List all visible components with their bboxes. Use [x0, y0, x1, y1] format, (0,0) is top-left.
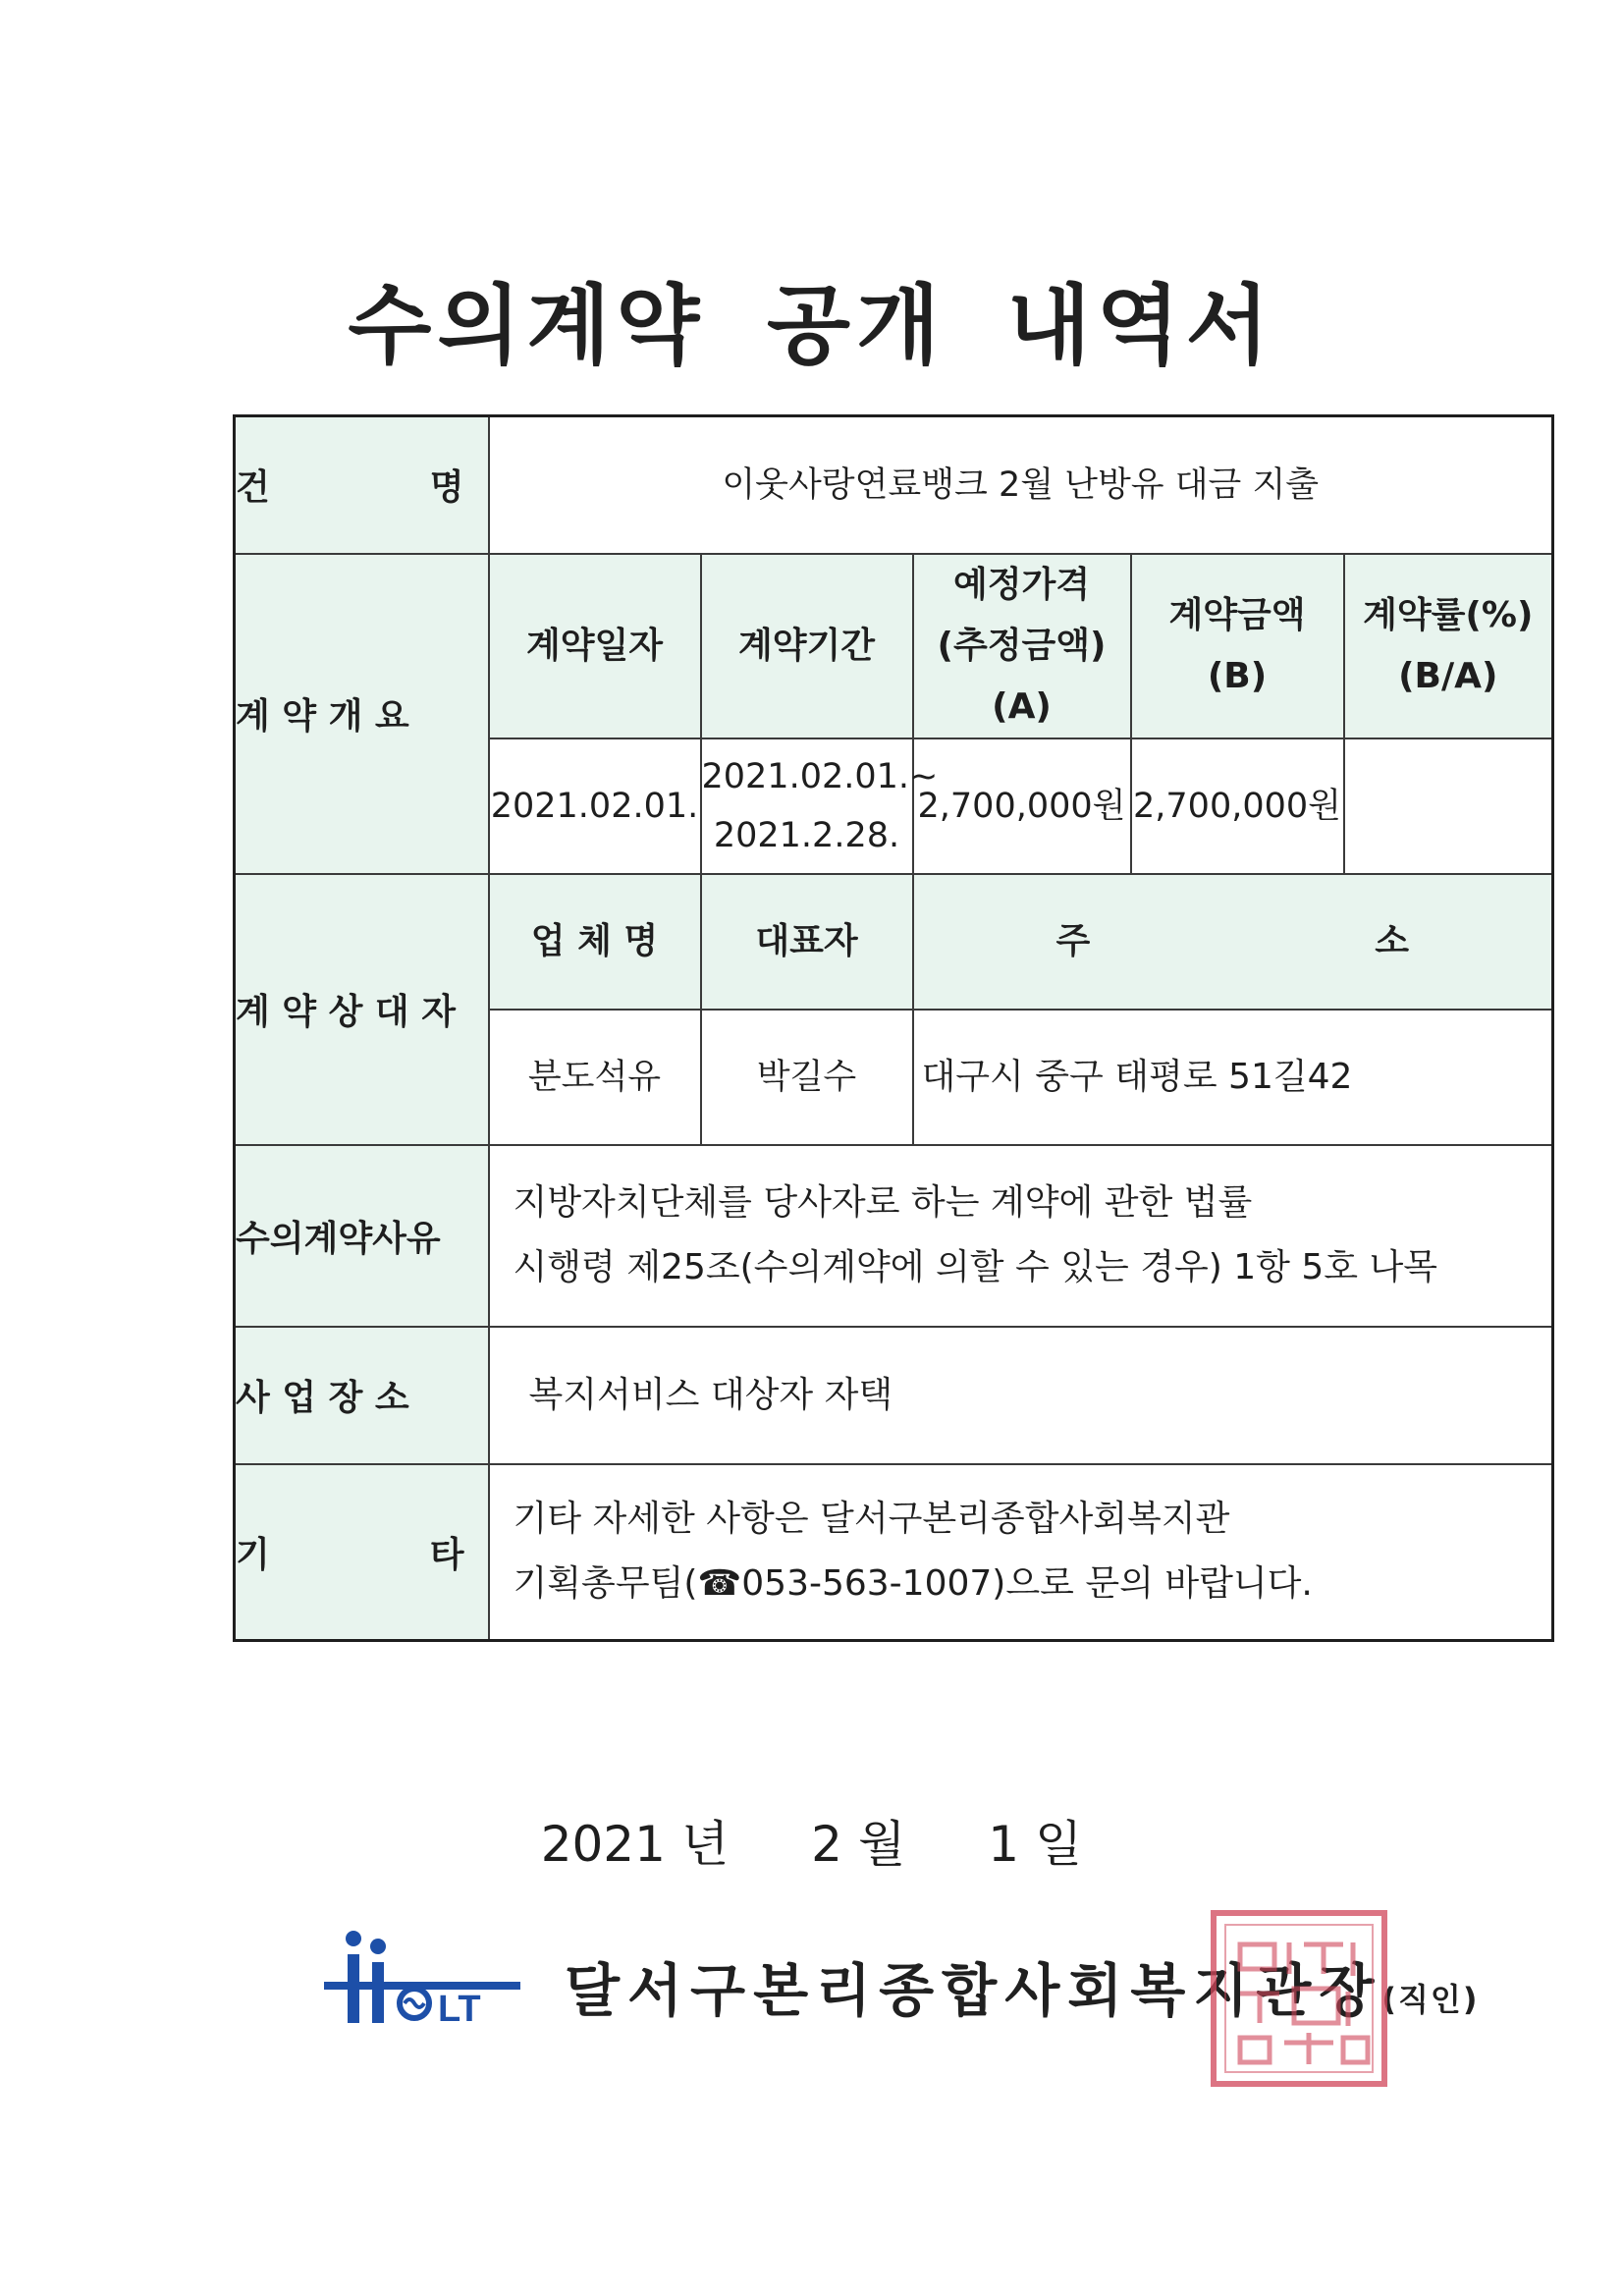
- address-value: 대구시 중구 태평로 51길42: [913, 1010, 1553, 1145]
- contract-period-value-line1: 2021.02.01.~: [701, 756, 939, 796]
- contract-amount-header-line2: (B): [1207, 655, 1268, 696]
- contract-date-header: 계약일자: [489, 554, 701, 738]
- estimated-price-header-line2: (추정금액)(A): [937, 625, 1107, 727]
- overview-header-row: [235, 554, 1553, 738]
- footer-signature: [324, 1915, 1480, 2052]
- contract-amount-value: 2,700,000원: [1131, 738, 1344, 874]
- contract-amount-header-line1: 계약금액: [1168, 594, 1306, 635]
- issue-date: [0, 1805, 1623, 1876]
- company-name-value: 분도석유: [489, 1010, 701, 1145]
- contract-period-value-line2: 2021.2.28.: [713, 815, 900, 855]
- other-label: [235, 1464, 489, 1641]
- counterparty-header-row: [235, 874, 1553, 1010]
- counterparty-label: 계 약 상 대 자: [235, 874, 489, 1145]
- estimated-price-value: 2,700,000원: [913, 738, 1131, 874]
- reason-label: 수의계약사유: [235, 1145, 489, 1327]
- document-title: 수의계약 공개 내역서: [348, 275, 1275, 376]
- address-header: [913, 874, 1553, 1010]
- issue-day: 1: [988, 1816, 1019, 1873]
- contract-period-value: [701, 738, 939, 874]
- issue-day-unit: 일: [1035, 1816, 1083, 1873]
- address-header-char-1: 주: [1055, 920, 1091, 961]
- issue-month-unit: 월: [857, 1816, 906, 1873]
- other-row: [235, 1464, 1553, 1641]
- address-header-char-2: 소: [1375, 920, 1410, 961]
- contract-amount-header: [1131, 554, 1344, 738]
- location-value: 복지서비스 대상자 자택: [489, 1327, 1553, 1464]
- disclosure-table: [233, 414, 1554, 1642]
- issue-month: 2: [811, 1816, 842, 1873]
- logo-text: LT: [438, 1989, 481, 2030]
- organization-name-text: 달서구본리종합사회복지관장: [565, 1957, 1382, 2024]
- other-label-char-1: 기: [236, 1534, 270, 1575]
- company-name-header: 업 체 명: [489, 874, 701, 1010]
- location-row: [235, 1327, 1553, 1464]
- representative-value: 박길수: [701, 1010, 913, 1145]
- other-line-1: 기타 자세한 사항은 달서구본리종합사회복지관: [513, 1499, 1230, 1540]
- issue-year-unit: 년: [680, 1816, 730, 1873]
- contract-rate-value: [1344, 738, 1553, 874]
- subject-label-char-2: 명: [429, 467, 464, 509]
- reason-line-1: 지방자치단체를 당사자로 하는 계약에 관한 법률: [513, 1182, 1253, 1223]
- official-seal-label: (직인): [1381, 1981, 1480, 2018]
- overview-label: 계 약 개 요: [235, 554, 489, 874]
- estimated-price-header-line1: 예정가격: [952, 564, 1091, 605]
- welfare-center-logo: [324, 1925, 540, 2033]
- reason-value: [489, 1145, 1553, 1327]
- reason-line-2: 시행령 제25조(수의계약에 의할 수 있는 경우) 1항 5호 나목: [513, 1247, 1438, 1287]
- contract-date-value: 2021.02.01.: [489, 738, 701, 874]
- representative-header: 대표자: [701, 874, 913, 1010]
- subject-value: 이웃사랑연료뱅크 2월 난방유 대금 지출: [489, 416, 1553, 554]
- reason-row: [235, 1145, 1553, 1327]
- subject-row: [235, 416, 1553, 554]
- contract-rate-header-line2: (B/A): [1398, 655, 1498, 696]
- contract-period-header: 계약기간: [701, 554, 913, 738]
- issue-year: 2021: [540, 1816, 666, 1873]
- contract-rate-header-line1: 계약률(%): [1363, 594, 1534, 635]
- other-line-2: 기획총무팀(☎053-563-1007)으로 문의 바랍니다.: [513, 1563, 1313, 1605]
- subject-label: [235, 416, 489, 554]
- other-label-char-2: 타: [429, 1534, 464, 1575]
- other-value: [489, 1464, 1553, 1641]
- official-seal-stamp: [1206, 1905, 1392, 2092]
- estimated-price-header: [913, 554, 1131, 738]
- subject-label-char-1: 건: [236, 467, 270, 509]
- location-label: 사 업 장 소: [235, 1327, 489, 1464]
- contract-rate-header: [1344, 554, 1553, 738]
